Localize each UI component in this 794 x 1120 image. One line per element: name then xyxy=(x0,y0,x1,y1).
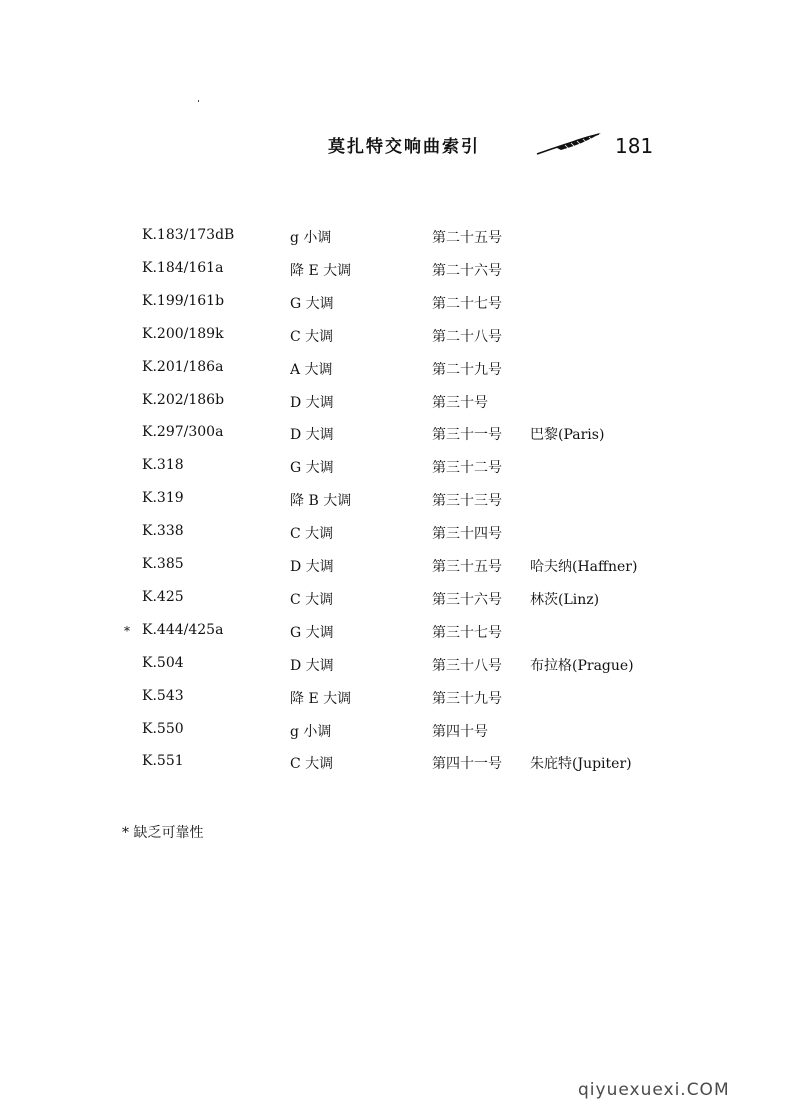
symphony-number: 第二十九号 xyxy=(432,361,502,378)
symphony-key: D 大调 xyxy=(290,559,334,575)
symphony-number: 第三十七号 xyxy=(432,624,502,641)
table-row xyxy=(0,523,794,547)
symphony-key: 降 E 大调 xyxy=(290,690,352,707)
table-row xyxy=(0,589,794,613)
symphony-number: 第三十九号 xyxy=(432,690,502,707)
table-row xyxy=(0,655,794,679)
symphony-nickname: 朱庇特(Jupiter) xyxy=(530,756,632,773)
symphony-key: G 大调 xyxy=(290,624,334,641)
symphony-number: 第二十五号 xyxy=(432,230,502,246)
symphony-key: C 大调 xyxy=(290,756,334,773)
symphony-key: D 大调 xyxy=(290,394,334,411)
symphony-key: A 大调 xyxy=(290,361,333,378)
table-row xyxy=(0,721,794,745)
symphony-key: 降 E 大调 xyxy=(290,262,352,279)
symphony-key: G 大调 xyxy=(290,460,334,477)
symphony-key: D 大调 xyxy=(290,657,334,674)
koechel-number: K.297/300a xyxy=(142,424,224,441)
stray-mark xyxy=(198,100,199,102)
symphony-number: 第三十五号 xyxy=(432,559,502,575)
koechel-number: K.551 xyxy=(142,753,184,770)
symphony-key: 降 B 大调 xyxy=(290,493,352,510)
symphony-key: g 小调 xyxy=(290,723,332,740)
table-row xyxy=(0,260,794,284)
table-row xyxy=(0,622,794,646)
page-number: 181 xyxy=(615,134,654,158)
koechel-number: K.338 xyxy=(142,523,184,540)
symphony-nickname: 布拉格(Prague) xyxy=(530,657,634,674)
symphony-key: C 大调 xyxy=(290,591,334,608)
symphony-key: G 大调 xyxy=(290,295,334,312)
koechel-number: K.504 xyxy=(142,654,184,671)
symphony-number: 第三十四号 xyxy=(432,526,502,543)
koechel-number: K.550 xyxy=(142,720,184,737)
koechel-number: K.444/425a xyxy=(142,621,224,638)
symphony-number: 第四十号 xyxy=(432,723,488,740)
symphony-number: 第三十二号 xyxy=(432,460,502,477)
koechel-number: K.202/186b xyxy=(142,391,225,408)
koechel-number: K.385 xyxy=(142,556,184,572)
running-title: 莫扎特交响曲索引 xyxy=(328,137,480,157)
symphony-key: C 大调 xyxy=(290,328,334,345)
symphony-number: 第二十七号 xyxy=(432,295,502,312)
quill-flourish-icon xyxy=(535,130,605,160)
symphony-key: g 小调 xyxy=(290,230,332,246)
symphony-number: 第二十八号 xyxy=(432,328,502,345)
symphony-key: C 大调 xyxy=(290,526,334,543)
symphony-number: 第三十号 xyxy=(432,394,488,411)
table-row xyxy=(0,227,794,251)
dubious-marker: * xyxy=(124,623,130,638)
symphony-number: 第四十一号 xyxy=(432,756,502,773)
symphony-number: 第三十八号 xyxy=(432,657,502,674)
koechel-number: K.184/161a xyxy=(142,259,224,276)
symphony-nickname: 巴黎(Paris) xyxy=(530,427,605,444)
koechel-number: K.200/189k xyxy=(142,325,224,342)
footnote: * 缺乏可靠性 xyxy=(122,825,204,841)
table-row xyxy=(0,688,794,712)
symphony-number: 第二十六号 xyxy=(432,262,502,279)
symphony-number: 第三十六号 xyxy=(432,591,502,608)
table-row xyxy=(0,424,794,448)
table-row xyxy=(0,359,794,383)
koechel-number: K.543 xyxy=(142,687,184,704)
table-row xyxy=(0,457,794,481)
table-row xyxy=(0,490,794,514)
table-row xyxy=(0,556,794,580)
table-row xyxy=(0,293,794,317)
symphony-nickname: 林茨(Linz) xyxy=(530,591,600,608)
koechel-number: K.319 xyxy=(142,490,184,507)
koechel-number: K.183/173dB xyxy=(142,227,235,243)
symphony-key: D 大调 xyxy=(290,427,334,444)
koechel-number: K.318 xyxy=(142,457,184,474)
koechel-number: K.199/161b xyxy=(142,292,225,309)
symphony-nickname: 哈夫纳(Haffner) xyxy=(530,559,638,575)
page-header xyxy=(320,128,660,164)
watermark: qiyuexuexi.COM xyxy=(578,1080,730,1100)
koechel-number: K.201/186a xyxy=(142,358,224,375)
koechel-number: K.425 xyxy=(142,588,184,605)
table-row xyxy=(0,326,794,350)
symphony-number: 第三十一号 xyxy=(432,427,502,444)
table-row xyxy=(0,753,794,777)
symphony-number: 第三十三号 xyxy=(432,493,502,510)
table-row xyxy=(0,392,794,416)
